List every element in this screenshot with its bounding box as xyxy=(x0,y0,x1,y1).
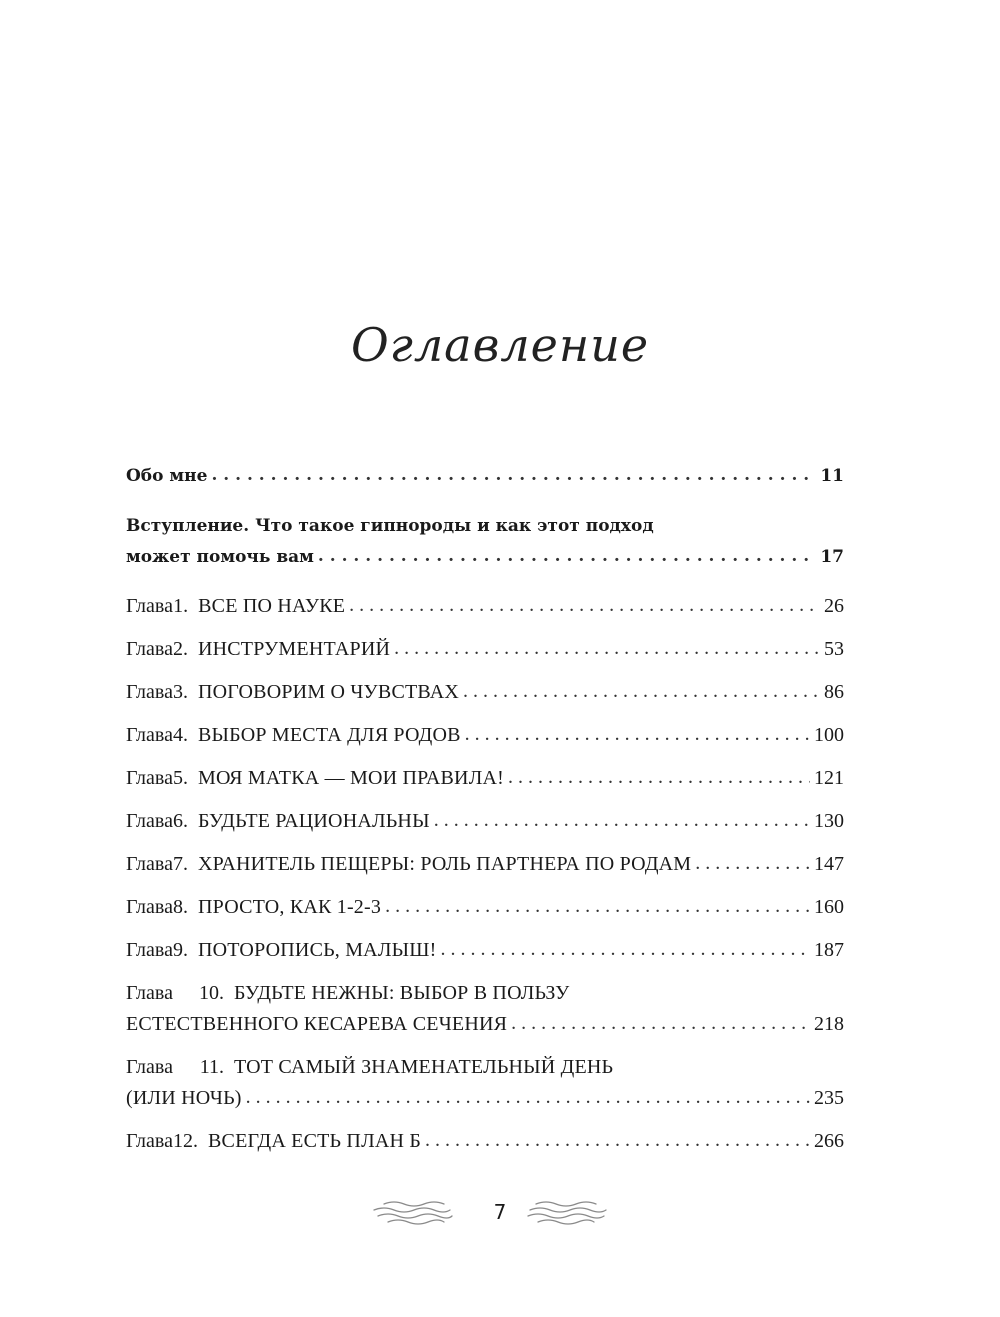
page-number: 7 xyxy=(493,1200,507,1224)
chapter-title: БУДЬТЕ РАЦИОНАЛЬНЫ xyxy=(197,810,430,832)
dot-leader xyxy=(246,1083,810,1111)
toc-entry-about-me[interactable] xyxy=(126,462,844,490)
toc-entry-chapter-1[interactable] xyxy=(126,592,844,620)
dot-leader xyxy=(394,634,820,662)
toc-entry-chapter-12[interactable] xyxy=(126,1127,844,1155)
toc-page-number: 218 xyxy=(814,1013,844,1035)
chapter-label: Глава xyxy=(126,896,173,918)
chapter-title: ВСЕ ПО НАУКЕ xyxy=(198,595,346,617)
toc-page-number: 26 xyxy=(824,595,844,617)
chapter-number: 2. xyxy=(172,638,188,660)
chapter-number: 1. xyxy=(173,595,189,617)
toc-page-number: 147 xyxy=(814,853,844,875)
chapter-title: ИНСТРУМЕНТАРИЙ xyxy=(197,638,391,660)
toc-entry-title-cont: может помочь вам xyxy=(126,547,314,567)
toc-page-number: 235 xyxy=(814,1087,844,1109)
toc-page-number: 86 xyxy=(824,681,844,703)
toc-entry-chapter-4[interactable] xyxy=(126,721,844,749)
toc-entry-chapter-6[interactable] xyxy=(126,807,844,835)
toc-page-number: 17 xyxy=(820,547,844,567)
page-title: Оглавление xyxy=(350,318,650,372)
chapter-label: Глава xyxy=(126,939,173,961)
chapter-number: 8. xyxy=(172,896,188,918)
chapter-number: 12. xyxy=(172,1130,198,1152)
toc-entry-chapter-11[interactable] xyxy=(126,1053,844,1112)
toc-page-number: 130 xyxy=(814,810,844,832)
toc-page-number: 160 xyxy=(814,896,844,918)
dot-leader xyxy=(440,935,810,963)
toc-page-number: 53 xyxy=(824,638,844,660)
toc-page-number: 266 xyxy=(814,1130,844,1152)
chapter-title: ТОТ САМЫЙ ЗНАМЕНАТЕЛЬНЫЙ ДЕНЬ xyxy=(234,1056,614,1078)
toc-entry-chapter-5[interactable] xyxy=(126,764,844,792)
toc-entry-chapter-8[interactable] xyxy=(126,893,844,921)
chapter-title: ПОТОРОПИСЬ, МАЛЫШ! xyxy=(197,939,437,961)
toc-entry-title: Обо мне xyxy=(126,466,208,486)
dot-leader xyxy=(385,892,810,920)
dot-leader xyxy=(211,461,816,489)
dot-leader xyxy=(465,720,810,748)
dot-leader xyxy=(511,1009,810,1037)
chapter-title: МОЯ МАТКА — МОИ ПРАВИЛА! xyxy=(197,767,504,789)
dot-leader xyxy=(349,591,820,619)
chapter-label: Глава xyxy=(126,853,173,875)
dot-leader xyxy=(318,542,816,570)
dot-leader xyxy=(434,806,810,834)
chapter-label: Глава xyxy=(126,724,173,746)
chapter-title-cont: ЕСТЕСТВЕННОГО КЕСАРЕВА СЕЧЕНИЯ xyxy=(126,1013,508,1035)
chapter-number: 5. xyxy=(172,767,188,789)
chapter-label: Глава xyxy=(126,982,173,1004)
toc-page-number: 121 xyxy=(814,767,844,789)
toc-entry-chapter-2[interactable] xyxy=(126,635,844,663)
chapter-title: ВЫБОР МЕСТА ДЛЯ РОДОВ xyxy=(197,724,461,746)
chapter-number: 10. xyxy=(199,982,224,1004)
toc-entry-chapter-7[interactable] xyxy=(126,850,844,878)
chapter-label: Глава xyxy=(126,1056,173,1078)
toc-page-number: 187 xyxy=(814,939,844,961)
chapter-number: 4. xyxy=(172,724,188,746)
chapter-label: Глава xyxy=(126,638,173,660)
dot-leader xyxy=(463,677,820,705)
chapter-number: 7. xyxy=(172,853,188,875)
chapter-label: Глава xyxy=(126,810,173,832)
chapter-number: 3. xyxy=(172,681,188,703)
chapter-number: 9. xyxy=(172,939,188,961)
toc-entry-title: Вступление. Что такое гипнороды и как этот подход xyxy=(126,516,654,536)
chapter-title-cont: (ИЛИ НОЧЬ) xyxy=(126,1087,242,1109)
dot-leader xyxy=(425,1126,810,1154)
toc-page-number: 11 xyxy=(820,466,844,486)
toc-page-number: 100 xyxy=(814,724,844,746)
chapter-label: Глава xyxy=(126,681,173,703)
chapter-title: ХРАНИТЕЛЬ ПЕЩЕРЫ: РОЛЬ ПАРТНЕРА ПО РОДАМ xyxy=(197,853,692,875)
toc-entry-introduction[interactable] xyxy=(126,512,844,571)
chapter-label: Глава xyxy=(126,767,173,789)
chapter-number: 11. xyxy=(199,1056,224,1078)
toc-entry-chapter-10[interactable] xyxy=(126,979,844,1038)
chapter-title: ПРОСТО, КАК 1-2-3 xyxy=(197,896,382,918)
chapter-label: Глава xyxy=(126,595,173,617)
chapter-label: Глава xyxy=(126,1130,173,1152)
chapter-title: ПОГОВОРИМ О ЧУВСТВАХ xyxy=(197,681,459,703)
toc-entry-chapter-3[interactable] xyxy=(126,678,844,706)
toc-entry-chapter-9[interactable] xyxy=(126,936,844,964)
dot-leader xyxy=(695,849,810,877)
chapter-number: 6. xyxy=(172,810,188,832)
chapter-title: ВСЕГДА ЕСТЬ ПЛАН Б xyxy=(207,1130,422,1152)
dot-leader xyxy=(508,763,810,791)
chapter-title: БУДЬТЕ НЕЖНЫ: ВЫБОР В ПОЛЬЗУ xyxy=(234,982,570,1004)
